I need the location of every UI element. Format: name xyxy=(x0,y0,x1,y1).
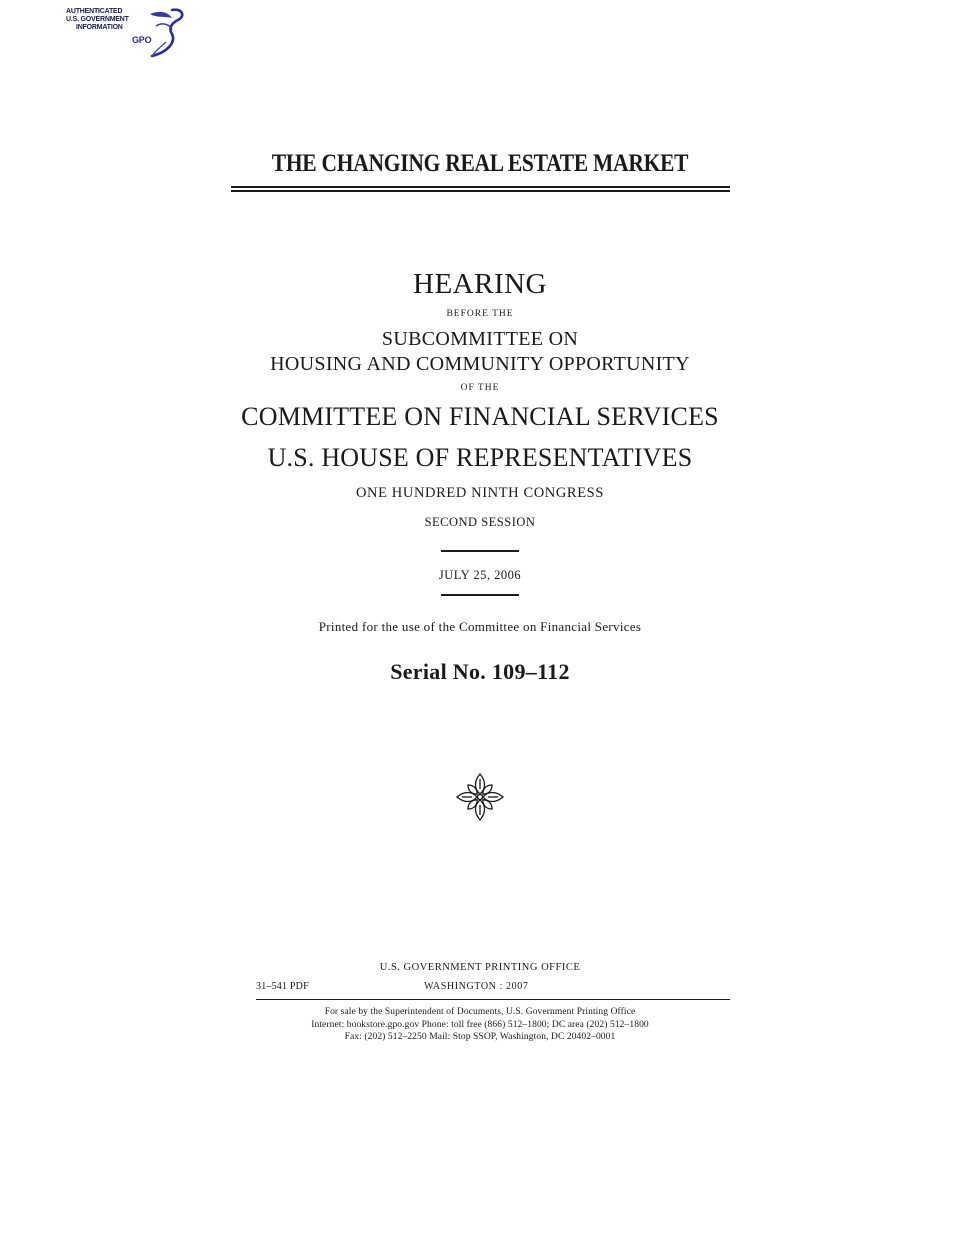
session-label: SECOND SESSION xyxy=(424,515,536,529)
hearing-date: JULY 25, 2006 xyxy=(438,568,522,582)
logo-line-government: U.S. GOVERNMENT xyxy=(66,16,129,23)
document-code: 31–541 PDF xyxy=(256,981,309,992)
imprint-rule xyxy=(256,999,730,1000)
logo-line-authenticated: AUTHENTICATED xyxy=(66,8,123,15)
sale-line-2: Internet: bookstore.gpo.gov Phone: toll free (866) 512–1800; DC area (202) 512–1800 xyxy=(311,1020,649,1030)
sale-line-3: Fax: (202) 512–2250 Mail: Stop SSOP, Washington, DC 20402–0001 xyxy=(344,1032,616,1042)
before-the-label: BEFORE THE xyxy=(446,309,514,319)
printed-for-line: Printed for the use of the Committee on Financial Services xyxy=(318,619,642,634)
subcommittee-name: HOUSING AND COMMUNITY OPPORTUNITY xyxy=(270,353,690,375)
congress-label: ONE HUNDRED NINTH CONGRESS xyxy=(355,485,604,501)
of-the-label: OF THE xyxy=(460,383,500,393)
logo-line-information: INFORMATION xyxy=(76,24,123,31)
sale-line-1: For sale by the Superintendent of Documents, U.S. Government Printing Office xyxy=(324,1007,636,1017)
title-rule-top xyxy=(231,186,730,188)
title-rule-bottom xyxy=(231,190,730,192)
committee-name: COMMITTEE ON FINANCIAL SERVICES xyxy=(241,402,719,431)
printer-ornament-icon xyxy=(454,771,506,823)
date-rule-bottom xyxy=(441,594,519,596)
date-rule-top xyxy=(441,550,519,552)
subcommittee-label: SUBCOMMITTEE ON xyxy=(381,328,579,350)
house-name: U.S. HOUSE OF REPRESENTATIVES xyxy=(267,443,693,472)
document-title: THE CHANGING REAL ESTATE MARKET xyxy=(271,150,689,177)
hearing-heading: HEARING xyxy=(413,268,547,300)
serial-number: Serial No. 109–112 xyxy=(390,659,570,684)
gpo-authentication-logo xyxy=(66,4,186,60)
eagle-icon xyxy=(142,6,186,60)
gpo-office-line: U.S. GOVERNMENT PRINTING OFFICE xyxy=(379,962,581,973)
imprint-place-year: WASHINGTON : 2007 xyxy=(424,981,529,992)
logo-mark-gpo: GPO xyxy=(132,35,152,45)
